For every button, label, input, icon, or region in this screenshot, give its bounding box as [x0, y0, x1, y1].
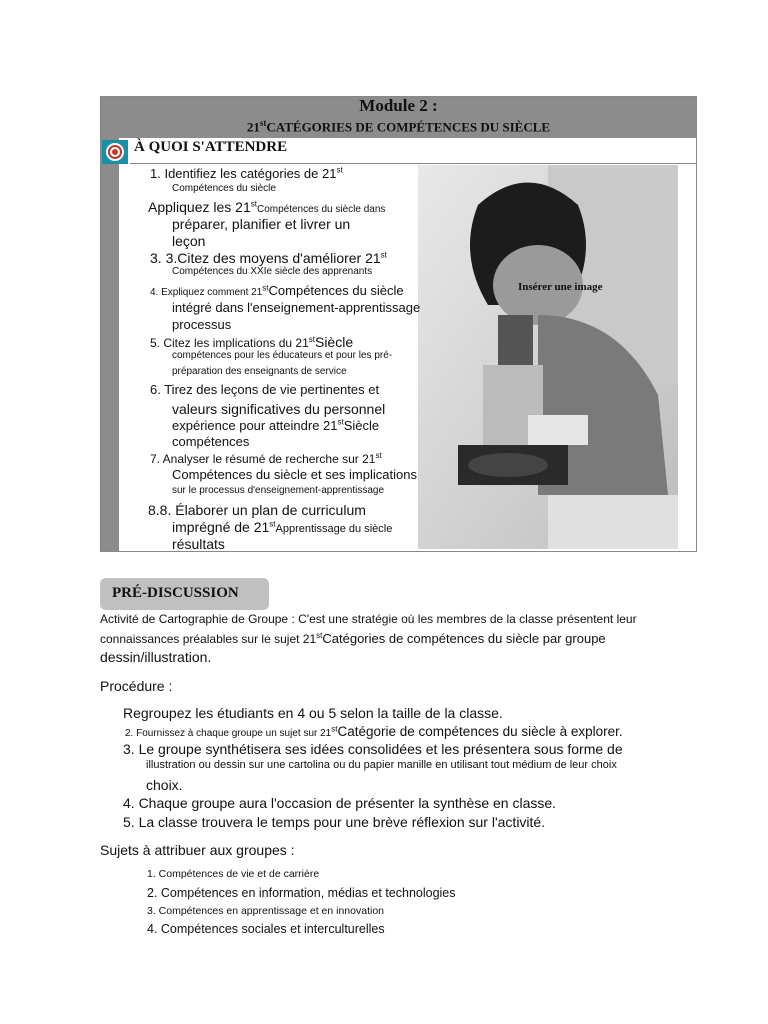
list-item: 6. Tirez des leçons de vie pertinentes et — [150, 382, 380, 397]
paragraph-line: Activité de Cartographie de Groupe : C'est une stratégie où les membres de la classe présentent leur — [100, 612, 637, 626]
list-item-sub: valeurs significatives du personnel — [172, 401, 386, 417]
list-item-sub: résultats — [172, 536, 225, 552]
list-item: 3. 3.Citez des moyens d'améliorer 21st — [150, 250, 387, 266]
list-item-sub: compétences — [172, 434, 250, 449]
topic-item: 2. Compétences en information, médias et technologies — [147, 886, 456, 900]
procedure-step: 5. La classe trouvera le temps pour une brève réflexion sur l'activité. — [123, 814, 546, 830]
topics-title: Sujets à attribuer aux groupes : — [100, 842, 295, 858]
topic-item: 4. Compétences sociales et interculturelles — [147, 922, 385, 936]
list-item: 4. Expliquez comment 21stCompétences du siècle — [150, 283, 404, 298]
paragraph-line: dessin/illustration. — [100, 649, 212, 665]
list-item-sub: Compétences du XXIe siècle des apprenants — [172, 266, 373, 277]
prediscussion-label: PRÉ-DISCUSSION — [112, 585, 239, 601]
procedure-step: 2. Fournissez à chaque groupe un sujet sur 21stCatégorie de compétences du siècle à explorer. — [125, 724, 623, 739]
procedure-step: 3. Le groupe synthétisera ses idées consolidées et les présentera sous forme de — [123, 741, 623, 757]
list-item: 8.8. Élaborer un plan de curriculum — [148, 502, 366, 518]
procedure-step-sub: illustration ou dessin sur une cartolina ou du papier manille en utilisant tout médium de leur choix — [146, 759, 617, 771]
list-item-sub: compétences pour les éducateurs et pour les pré- — [172, 350, 393, 361]
list-item: Appliquez les 21stCompétences du siècle dans — [148, 199, 386, 215]
list-item-sub: sur le processus d'enseignement-apprentissage — [172, 485, 385, 496]
list-item-sub: préparation des enseignants de service — [172, 366, 347, 377]
list-item: 5. Citez les implications du 21stSiècle — [150, 334, 354, 350]
left-bar — [101, 138, 119, 551]
list-item-sub: intégré dans l'enseignement-apprentissage — [172, 300, 421, 315]
list-item-sub: Compétences du siècle — [172, 183, 276, 194]
section-title: À QUOI S'ATTENDRE — [134, 139, 288, 155]
target-icon — [102, 140, 128, 164]
procedure-step-sub: choix. — [146, 777, 183, 793]
list-item-sub: expérience pour atteindre 21stSiècle — [172, 417, 380, 433]
list-item: 1. Identifiez les catégories de 21st — [150, 165, 343, 181]
list-item-sub: processus — [172, 317, 232, 332]
image-placeholder-label: Insérer une image — [518, 281, 603, 293]
topic-item: 1. Compétences de vie et de carrière — [147, 868, 320, 880]
module-title: Module 2 : — [359, 96, 438, 115]
list-item-sub: préparer, planifier et livrer un — [172, 216, 351, 232]
list-item-sub: leçon — [172, 233, 206, 249]
topic-item: 3. Compétences en apprentissage et en innovation — [147, 905, 384, 917]
list-item-sub: Compétences du siècle et ses implications — [172, 467, 417, 482]
procedure-step: 4. Chaque groupe aura l'occasion de présenter la synthèse en classe. — [123, 795, 557, 811]
procedure-step: Regroupez les étudiants en 4 ou 5 selon la taille de la classe. — [123, 705, 503, 721]
microscope-photo — [418, 165, 678, 549]
procedure-title: Procédure : — [100, 678, 173, 694]
divider — [130, 163, 696, 164]
paragraph-line: connaissances préalables sur le sujet 21stCatégories de compétences du siècle par groupe — [100, 631, 606, 646]
list-item-sub: imprégné de 21stApprentissage du siècle — [172, 519, 393, 535]
list-item: 7. Analyser le résumé de recherche sur 21st — [150, 451, 382, 466]
module-subtitle: 21stCATÉGORIES DE COMPÉTENCES DU SIÈCLE — [246, 118, 551, 135]
